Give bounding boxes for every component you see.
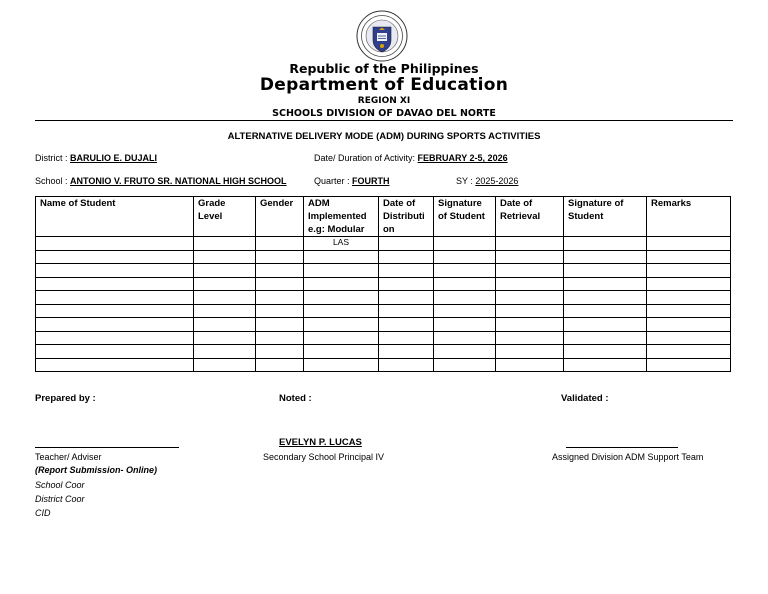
district-value: BARULIO E. DUJALI [70,153,158,163]
table-cell[interactable] [256,331,304,345]
col-header-adm: ADM Implemented e.g: Modular [304,197,379,237]
table-cell[interactable] [194,358,256,372]
table-cell[interactable] [194,264,256,278]
col-header-signature-2: Signature of Student [564,197,647,237]
table-cell[interactable] [304,331,379,345]
table-cell[interactable] [434,291,496,305]
validator-role: Assigned Division ADM Support Team [552,452,704,462]
table-cell[interactable] [256,291,304,305]
table-cell[interactable] [647,318,731,332]
table-cell[interactable] [647,250,731,264]
table-row [36,331,731,345]
table-row [36,237,731,251]
table-cell[interactable] [194,345,256,359]
table-cell[interactable] [36,291,194,305]
table-cell[interactable] [496,345,564,359]
quarter-line [314,176,390,186]
table-cell[interactable]: LAS [304,237,379,251]
table-cell[interactable] [36,237,194,251]
table-cell[interactable] [379,237,434,251]
table-row [36,277,731,291]
table-row [36,291,731,305]
table-header-row [36,197,731,237]
table-cell[interactable] [379,304,434,318]
table-cell[interactable] [379,277,434,291]
table-cell[interactable] [496,277,564,291]
table-cell[interactable] [379,331,434,345]
col-header-remarks: Remarks [647,197,731,237]
table-cell[interactable] [647,264,731,278]
table-cell[interactable] [434,264,496,278]
col-header-distribution-date: Date of Distributi on [379,197,434,237]
table-cell[interactable] [304,318,379,332]
col-header-gender: Gender [256,197,304,237]
district-line [35,153,157,163]
school-line [35,176,287,186]
table-cell[interactable] [647,304,731,318]
deped-seal-icon [356,10,408,62]
table-cell[interactable] [256,318,304,332]
prepared-label: Prepared by : [35,393,96,404]
table-cell[interactable] [304,345,379,359]
col-header-name: Name of Student [36,197,194,237]
table-cell[interactable] [379,318,434,332]
col-header-grade: Grade Level [194,197,256,237]
school-label: School : [35,176,71,186]
table-cell[interactable] [434,345,496,359]
table-cell[interactable] [434,304,496,318]
table-row [36,345,731,359]
validator-signature-line [566,447,678,448]
table-row [36,318,731,332]
table-cell[interactable] [647,345,731,359]
table-cell[interactable] [564,291,647,305]
division-heading: SCHOOLS DIVISION OF DAVAO DEL NORTE [272,108,496,119]
table-cell[interactable] [256,237,304,251]
table-cell[interactable] [564,331,647,345]
table-cell[interactable] [194,304,256,318]
table-cell[interactable] [36,304,194,318]
table-row [36,264,731,278]
sy-label: SY : [456,176,476,186]
table-cell[interactable] [304,304,379,318]
teacher-signature-line [35,447,179,448]
table-cell[interactable] [36,264,194,278]
col-header-signature-1: Signature of Student [434,197,496,237]
table-cell[interactable] [36,318,194,332]
table-cell[interactable] [434,318,496,332]
date-value: FEBRUARY 2-5, 2026 [417,153,508,163]
validated-label: Validated : [561,393,609,404]
table-cell[interactable] [304,358,379,372]
table-cell[interactable] [496,358,564,372]
table-cell[interactable] [434,250,496,264]
table-cell[interactable] [564,358,647,372]
district-label: District : [35,153,70,163]
table-cell[interactable] [647,331,731,345]
adm-table [35,196,731,372]
sy-value: 2025-2026 [475,176,519,186]
table-cell[interactable] [564,304,647,318]
department-heading: Department of Education [259,75,509,95]
table-cell[interactable] [304,277,379,291]
table-cell[interactable] [194,318,256,332]
header-rule [35,120,733,121]
table-cell[interactable] [194,237,256,251]
table-cell[interactable] [647,358,731,372]
table-cell[interactable] [496,250,564,264]
table-cell[interactable] [304,250,379,264]
table-cell[interactable] [496,264,564,278]
school-value: ANTONIO V. FRUTO SR. NATIONAL HIGH SCHOOL [70,176,287,186]
table-cell[interactable] [304,291,379,305]
table-cell[interactable] [434,277,496,291]
table-row [36,304,731,318]
table-cell[interactable] [379,345,434,359]
table-cell[interactable] [647,291,731,305]
form-title: ALTERNATIVE DELIVERY MODE (ADM) DURING SPORTS ACTIVITIES [227,131,541,142]
table-cell[interactable] [36,250,194,264]
republic-heading: Republic of the Philippines [289,61,479,76]
table-cell[interactable] [564,250,647,264]
table-cell[interactable] [36,358,194,372]
table-cell[interactable] [647,277,731,291]
table-cell[interactable] [194,250,256,264]
table-cell[interactable] [434,331,496,345]
table-cell[interactable] [194,331,256,345]
table-cell[interactable] [434,237,496,251]
table-cell[interactable] [379,264,434,278]
table-cell[interactable] [434,358,496,372]
table-cell[interactable] [256,264,304,278]
teacher-role: Teacher/ Adviser [35,452,102,462]
table-cell[interactable] [564,237,647,251]
table-cell[interactable] [256,277,304,291]
table-cell[interactable] [194,291,256,305]
table-cell[interactable] [256,358,304,372]
principal-name: EVELYN P. LUCAS [279,437,362,448]
table-cell[interactable] [194,277,256,291]
table-cell[interactable] [304,264,379,278]
table-cell[interactable] [379,358,434,372]
table-row [36,358,731,372]
noted-label: Noted : [279,393,312,404]
table-cell[interactable] [256,345,304,359]
cc-district-coor: District Coor [35,494,85,504]
table-cell[interactable] [379,250,434,264]
quarter-value: FOURTH [352,176,390,186]
table-cell[interactable] [256,250,304,264]
table-cell[interactable] [36,277,194,291]
region-heading: REGION XI [357,96,411,106]
quarter-label: Quarter : [314,176,353,186]
table-cell[interactable] [256,304,304,318]
principal-role: Secondary School Principal IV [263,452,385,462]
date-line [314,153,508,163]
cc-school-coor: School Coor [35,480,85,490]
table-cell[interactable] [564,345,647,359]
table-cell[interactable] [496,291,564,305]
table-cell[interactable] [379,291,434,305]
table-body [36,237,731,372]
date-label: Date/ Duration of Activity: [314,153,418,163]
table-cell[interactable] [36,345,194,359]
table-cell[interactable] [496,331,564,345]
table-cell[interactable] [564,277,647,291]
table-cell[interactable] [647,237,731,251]
table-cell[interactable] [36,331,194,345]
table-cell[interactable] [564,318,647,332]
table-cell[interactable] [496,304,564,318]
table-cell[interactable] [564,264,647,278]
col-header-retrieval-date: Date of Retrieval [496,197,564,237]
cc-cid: CID [35,508,51,518]
sy-line [456,176,518,186]
table-row [36,250,731,264]
table-cell[interactable] [496,237,564,251]
table-cell[interactable] [496,318,564,332]
report-note: (Report Submission- Online) [35,465,158,475]
